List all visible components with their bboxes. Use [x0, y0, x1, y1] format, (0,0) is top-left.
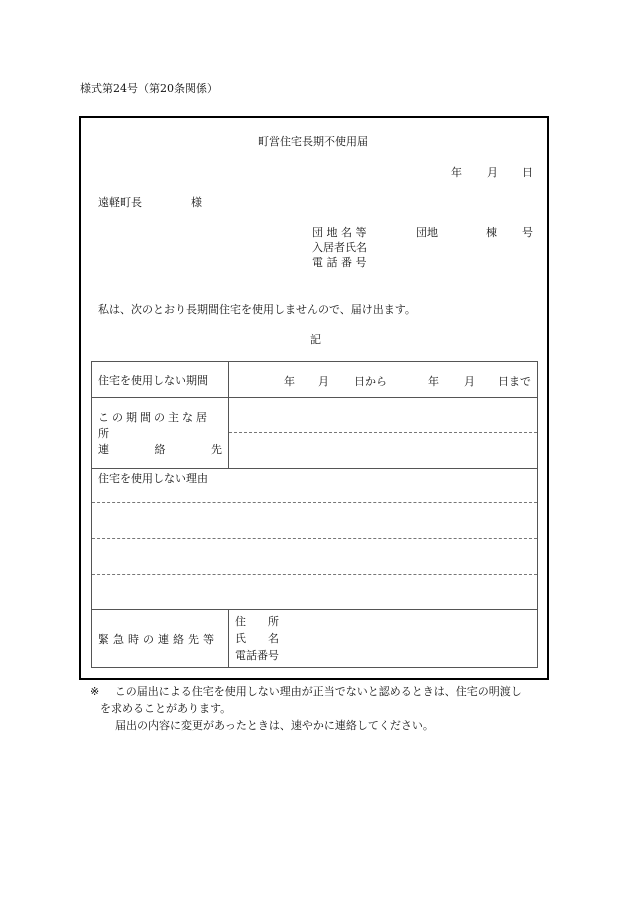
- date-day: 日: [522, 166, 533, 179]
- period-value[interactable]: [229, 362, 538, 398]
- date-month: 月: [487, 166, 498, 179]
- residence-field-line1[interactable]: [229, 398, 537, 433]
- residence-label: [92, 398, 229, 469]
- phone-label: 電 話 番 号: [312, 256, 367, 269]
- from-year: 年: [284, 375, 295, 388]
- notes: [90, 683, 522, 734]
- detail-table: [91, 361, 538, 668]
- form-title: 町営住宅長期不使用届: [258, 135, 368, 148]
- emergency-phone-label: 電話番号: [235, 649, 279, 662]
- reason-line3[interactable]: [92, 575, 537, 609]
- period-label: 住宅を使用しない期間: [92, 362, 229, 398]
- date-year: 年: [451, 166, 462, 179]
- renraku-char-3: 先: [211, 443, 222, 456]
- note-mark: ※: [90, 685, 100, 698]
- period-row: [92, 362, 538, 398]
- honorific: 様: [191, 196, 202, 209]
- emergency-row: [92, 610, 538, 668]
- residence-field-line2[interactable]: [229, 433, 537, 468]
- note-text1: この届出による住宅を使用しない理由が正当でないと認めるときは、住宅の明渡し: [114, 685, 522, 698]
- note-line1: [90, 683, 522, 700]
- residence-value[interactable]: [229, 398, 538, 469]
- room-unit: 号: [522, 226, 533, 239]
- ki-heading: 記: [310, 333, 321, 346]
- danchi-label: 団 地 名 等: [312, 226, 367, 239]
- reason-cell[interactable]: [92, 469, 538, 610]
- intro-text: 私は、次のとおり長期間住宅を使用しませんので、届け出ます。: [98, 303, 416, 316]
- reason-label: 住宅を使用しない理由: [92, 469, 537, 503]
- form-number: 様式第24号（第20条関係）: [80, 82, 218, 95]
- emergency-address-label: 住 所: [235, 615, 279, 628]
- danchi-unit: 団地: [416, 226, 438, 239]
- from-day: 日から: [354, 375, 387, 388]
- emergency-value[interactable]: [229, 610, 538, 668]
- residence-label-line1: この期間の主な居所: [98, 411, 210, 440]
- renraku-char-2: 絡: [154, 443, 166, 456]
- note-line3: 届出の内容に変更があったときは、速やかに連絡してください。: [115, 719, 434, 732]
- reason-line2[interactable]: [92, 539, 537, 575]
- residence-label-line2: [98, 441, 222, 457]
- reason-row: [92, 469, 538, 610]
- from-month: 月: [318, 375, 329, 388]
- emergency-name-label: 氏 名: [235, 632, 279, 645]
- building-unit: 棟: [486, 226, 497, 239]
- addressee: 遠軽町長: [98, 196, 142, 209]
- note-line2: を求めることがあります。: [100, 702, 232, 715]
- to-day: 日まで: [498, 375, 531, 388]
- to-year: 年: [428, 375, 439, 388]
- reason-line1[interactable]: [92, 503, 537, 539]
- to-month: 月: [464, 375, 475, 388]
- emergency-label: 緊急時の連絡先等: [92, 610, 229, 668]
- renraku-char-1: 連: [98, 443, 109, 456]
- residence-row: [92, 398, 538, 469]
- resident-name-label: 入居者氏名: [312, 241, 367, 254]
